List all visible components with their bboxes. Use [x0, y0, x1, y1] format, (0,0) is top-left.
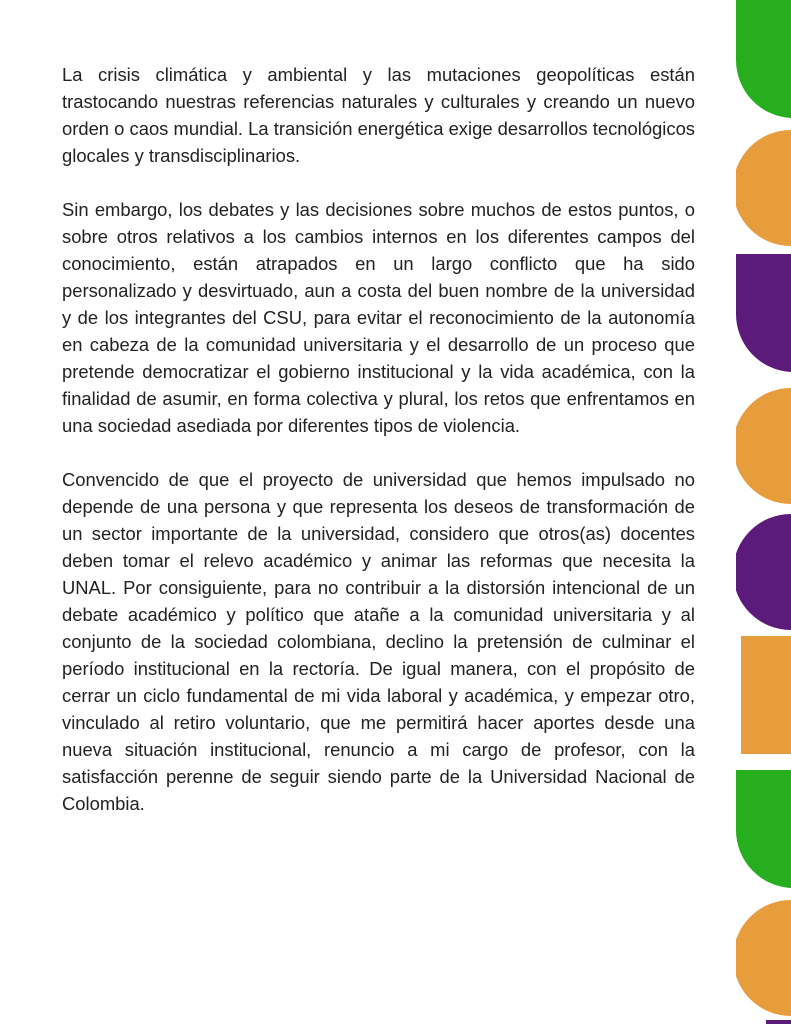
- purple-semicircle: [736, 514, 791, 630]
- orange-rectangle: [741, 636, 791, 754]
- paragraph-1: La crisis climática y ambiental y las mutaciones geopolíticas están trastocando nuestras referencias naturales y culturales y creando un nuevo orden o caos mundial. La transición energética exige desarrollos tecnológicos glocales y transdisciplinarios.: [62, 64, 695, 166]
- paragraph-3: Convencido de que el proyecto de universidad que hemos impulsado no depende de una persona y que representa los deseos de transformación de un sector importante de la universidad, considero que otros(as) docentes deben tomar el relevo académico y animar las reformas que necesita la UNAL. Por consiguiente, para no contribuir a la distorsión intencional de un debate académico y político que atañe a la comunidad universitaria y al conjunto de la sociedad colombiana, declino la pretensión de culminar el período institucional en la rectoría. De igual manera, con el propósito de cerrar un ciclo fundamental de mi vida laboral y académica, y empezar otro, vinculado al retiro voluntario, que me permitirá hacer aportes desde una nueva situación institucional, renuncio a mi cargo de profesor, con la satisfacción perenne de seguir siendo parte de la Universidad Nacional de Colombia.: [62, 469, 695, 814]
- orange-semicircle-3: [736, 900, 791, 1016]
- orange-semicircle-2: [736, 388, 791, 504]
- orange-semicircle-1: [736, 130, 791, 246]
- decorative-shapes-column: [736, 0, 791, 1024]
- green-shape-bottom: [736, 770, 791, 888]
- document-body: [62, 61, 695, 844]
- purple-sliver: [766, 1020, 791, 1024]
- paragraph-2: Sin embargo, los debates y las decisiones sobre muchos de estos puntos, o sobre otros relativos a los cambios internos en los diferentes campos del conocimiento, están atrapados en un largo conflicto que ha sido personalizado y desvirtuado, aun a costa del buen nombre de la universidad y de los integrantes del CSU, para evitar el reconocimiento de la autonomía en cabeza de la comunidad universitaria y el desarrollo de un proceso que pretende democratizar el gobierno institucional y la vida académica, con la finalidad de asumir, en forma colectiva y plural, los retos que enfrentamos en una sociedad asediada por diferentes tipos de violencia.: [62, 199, 695, 436]
- purple-shape: [736, 254, 791, 372]
- green-shape-top: [736, 0, 791, 118]
